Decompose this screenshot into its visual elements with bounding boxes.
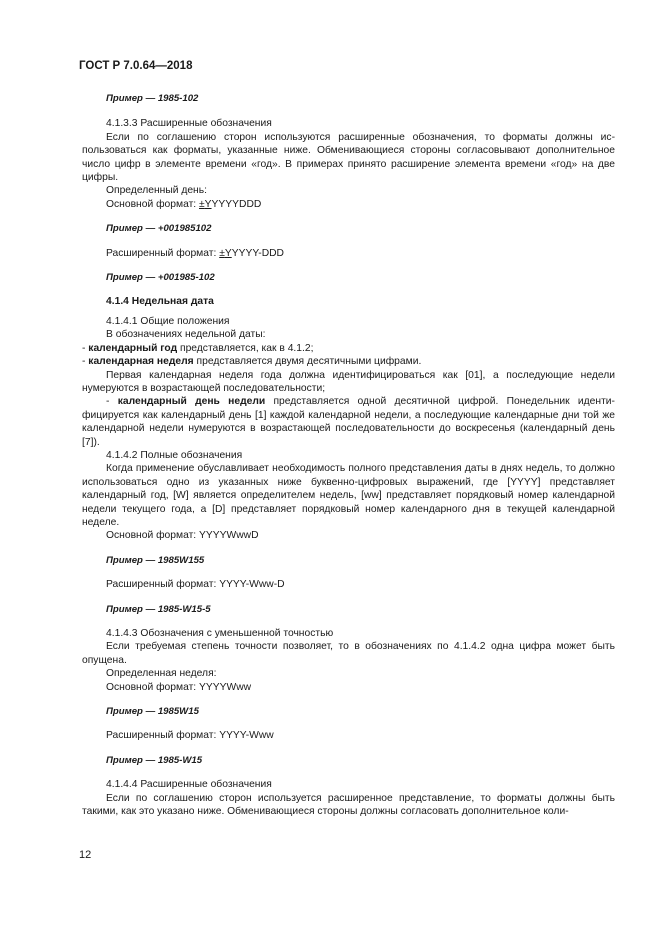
list-item-day: - календарный день недели представляется одной десятичной цифрой. Понедельник идентифицируется как календарный день [1] каждой календарной недели, а последующие календарные дни той же календарной недели нумеруются в возрастающей последовательности до воскресенья (календарный день [7]). [82,396,615,448]
paragraph-full: Когда применение обуславливает необходимость полного представления даты в днях недель, то должно использоваться одно из указанных ниже буквенно-цифровых выражений, где [YYYY] представляет календарный год, [W] является определителем недель, [ww] представляет порядковый номер календарной недели текущего года, а [D] представляет порядковый номер календарного дня в текущей календарной неделе. [82,463,615,528]
list-item-year: - календарный год представляется, как в 4.1.2; [82,342,314,354]
page-content [82,92,615,818]
example-6: Пример — 1985W15 [106,706,199,718]
defined-week-label: Определенная неделя: [106,668,217,680]
example-1: Пример — 1985-102 [106,93,199,104]
page-number: 12 [79,849,92,861]
heading-4-1-4-1: 4.1.4.1 Общие положения [106,315,230,327]
paragraph-extended-1: Если по соглашению сторон используются расширенные обозначения, то форматы должны использоваться как форматы, указанные ниже. Обменивающиеся стороны согласовывают дополнительное число цифр в элементе времени «год». В примерах принято расширение элемента времени «год» на две цифры. [82,131,615,184]
heading-4-1-4: 4.1.4 Недельная дата [106,296,214,308]
paragraph-week-intro: В обозначениях недельной даты: [106,329,266,341]
page-header: ГОСТ Р 7.0.64—2018 [79,60,193,72]
example-2: Пример — +001985102 [106,223,212,235]
heading-4-1-4-2: 4.1.4.2 Полные обозначения [106,449,243,461]
example-3: Пример — +001985-102 [106,272,215,284]
example-5: Пример — 1985-W15-5 [106,603,211,615]
heading-4-1-4-3: 4.1.4.3 Обозначения с уменьшенной точностью [106,628,334,639]
paragraph-extended-2: Если по соглашению сторон используется расширенное представление, то форматы должны быть такими, как это указано ниже. Обменивающиеся стороны должны согласовать дополнительное коли- [82,792,615,818]
paragraph-first-week: Первая календарная неделя года должна идентифицироваться как [01], а последующие недели нумеруются в возрастающей последовательности; [82,369,615,394]
heading-4-1-4-4: 4.1.4.4 Расширенные обозначения [106,779,272,791]
basic-format-full: Основной формат: YYYYWwwD [106,530,259,542]
extended-format-week: Расширенный формат: YYYY-Www [106,730,274,742]
list-item-week: - календарная неделя представляется двумя десятичными цифрами. [82,356,422,368]
basic-format-line-1: Основной формат: ±YYYYYDDD [106,198,262,210]
extended-format-full: Расширенный формат: YYYY-Www-D [106,579,285,591]
example-4: Пример — 1985W155 [106,554,205,566]
extended-format-line-1: Расширенный формат: ±YYYYY-DDD [106,247,284,259]
paragraph-reduced: Если требуемая степень точности позволяет, то в обозначениях по 4.1.4.2 одна цифра может быть опущена. [82,641,615,666]
example-7: Пример — 1985-W15 [106,754,203,766]
defined-day-label: Определенный день: [106,185,207,197]
heading-4-1-3-3: 4.1.3.3 Расширенные обозначения [106,118,272,130]
basic-format-week: Основной формат: YYYYWww [106,681,252,693]
